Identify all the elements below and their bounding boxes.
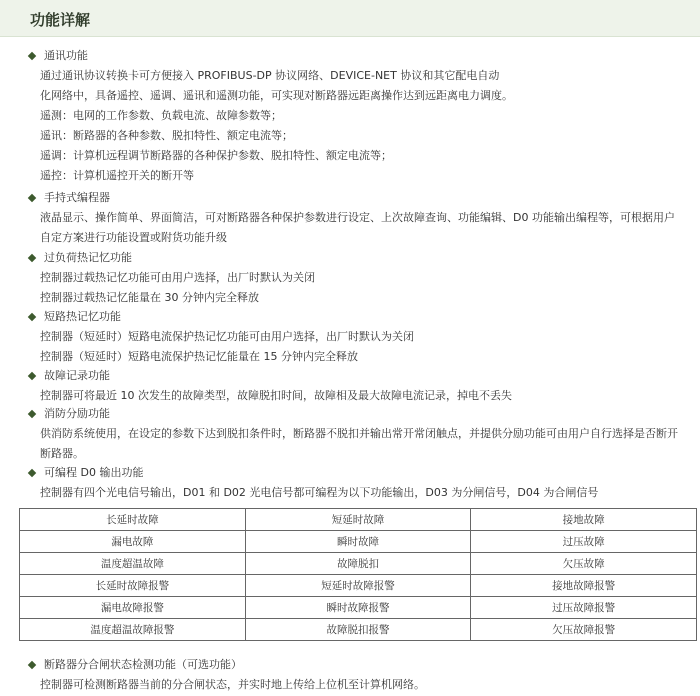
diamond-bullet-icon [28, 312, 36, 320]
feature-breaker-status-detection [26, 655, 700, 695]
feature-text: 遥讯：断路器的各种参数、脱扣特性、额定电流等； [40, 129, 293, 142]
table-header-cell: 短延时故障 [245, 509, 471, 531]
feature-programmable-do-output [26, 463, 700, 503]
diamond-bullet-icon [28, 371, 36, 379]
table-row [20, 531, 697, 553]
table-row [20, 575, 697, 597]
feature-fault-record [26, 366, 700, 406]
feature-heading: 过负荷热记忆功能 [26, 248, 700, 268]
feature-heading: 断路器分合闸状态检测功能（可选功能） [26, 655, 700, 675]
feature-heading: 可编程 D0 输出功能 [26, 463, 700, 483]
diamond-bullet-icon [28, 253, 36, 261]
do-output-fault-table [19, 508, 697, 641]
diamond-bullet-icon [28, 468, 36, 476]
feature-text: 供消防系统使用，在设定的参数下达到脱扣条件时，断路器不脱扣并输出常开常闭触点，并提供分励功能可由用户自行选择是否断开 [40, 427, 678, 440]
table-row [20, 619, 697, 641]
feature-text: 控制器可检测断路器当前的分合闸状态，并实时地上传给上位机至计算机网络。 [40, 678, 425, 691]
feature-text: 遥调：计算机远程调节断路器的各种保护参数、脱扣特性、额定电流等； [40, 149, 392, 162]
table-cell: 温度超温故障 [20, 553, 246, 575]
feature-heading: 故障记录功能 [26, 366, 700, 386]
page-title: 功能详解 [30, 11, 91, 29]
feature-handheld-programmer [26, 188, 700, 248]
feature-text: 控制器可将最近 10 次发生的故障类型，故障脱扣时间，故障相及最大故障电流记录，掉电不丢失 [40, 389, 512, 402]
table-row [20, 553, 697, 575]
feature-heading: 短路热记忆功能 [26, 307, 700, 327]
table-header-cell: 长延时故障 [20, 509, 246, 531]
feature-text: 控制器过载热记忆功能可由用户选择，出厂时默认为关闭 [40, 271, 315, 284]
table-cell: 长延时故障报警 [20, 575, 246, 597]
feature-heading: 通讯功能 [26, 46, 700, 66]
diamond-bullet-icon [28, 193, 36, 201]
table-cell: 过压故障报警 [471, 597, 697, 619]
diamond-bullet-icon [28, 409, 36, 417]
feature-text: 遥测：电网的工作参数、负载电流、故障参数等； [40, 109, 282, 122]
table-row [20, 597, 697, 619]
table-header-cell: 接地故障 [471, 509, 697, 531]
table-cell: 接地故障报警 [471, 575, 697, 597]
table-cell: 欠压故障 [471, 553, 697, 575]
diamond-bullet-icon [28, 51, 36, 59]
section-header [0, 0, 700, 37]
table-cell: 瞬时故障报警 [245, 597, 471, 619]
feature-text: 液晶显示、操作简单、界面简洁，可对断路器各种保护参数进行设定、上次故障查询、功能编辑、D0 功能输出编程等，可根据用户 [40, 211, 675, 224]
feature-text: 控制器过载热记忆能量在 30 分钟内完全释放 [40, 291, 259, 304]
table-cell: 短延时故障报警 [245, 575, 471, 597]
table-cell: 漏电故障报警 [20, 597, 246, 619]
feature-short-circuit-thermal-memory [26, 307, 700, 367]
table-header-row [20, 509, 697, 531]
feature-text: 控制器（短延时）短路电流保护热记忆功能可由用户选择，出厂时默认为关闭 [40, 330, 414, 343]
table-cell: 瞬时故障 [245, 531, 471, 553]
feature-overload-thermal-memory [26, 248, 700, 308]
feature-text: 控制器有四个光电信号输出，D01 和 D02 光电信号都可编程为以下功能输出，D03 为分闸信号，D04 为合闸信号 [40, 486, 599, 499]
table-cell: 故障脱扣报警 [245, 619, 471, 641]
feature-fire-shunt-trip [26, 404, 700, 464]
diamond-bullet-icon [28, 660, 36, 668]
feature-heading: 消防分励功能 [26, 404, 700, 424]
feature-text: 化网络中，具备遥控、遥调、遥讯和遥测功能，可实现对断路器远距离操作达到远距离电力调度。 [40, 89, 513, 102]
table-cell: 过压故障 [471, 531, 697, 553]
table-cell: 欠压故障报警 [471, 619, 697, 641]
table-cell: 故障脱扣 [245, 553, 471, 575]
feature-communication [26, 46, 700, 186]
feature-text: 自定方案进行功能设置或附货功能升级 [40, 231, 227, 244]
feature-text: 断路器。 [40, 447, 84, 460]
feature-text: 遥控：计算机遥控开关的断开等 [40, 169, 194, 182]
table-cell: 漏电故障 [20, 531, 246, 553]
feature-text: 通过通讯协议转换卡可方便接入 PROFIBUS-DP 协议网络、DEVICE-NET 协议和其它配电自动 [40, 69, 500, 82]
feature-text: 控制器（短延时）短路电流保护热记忆能量在 15 分钟内完全释放 [40, 350, 358, 363]
table-cell: 温度超温故障报警 [20, 619, 246, 641]
feature-heading: 手持式编程器 [26, 188, 700, 208]
